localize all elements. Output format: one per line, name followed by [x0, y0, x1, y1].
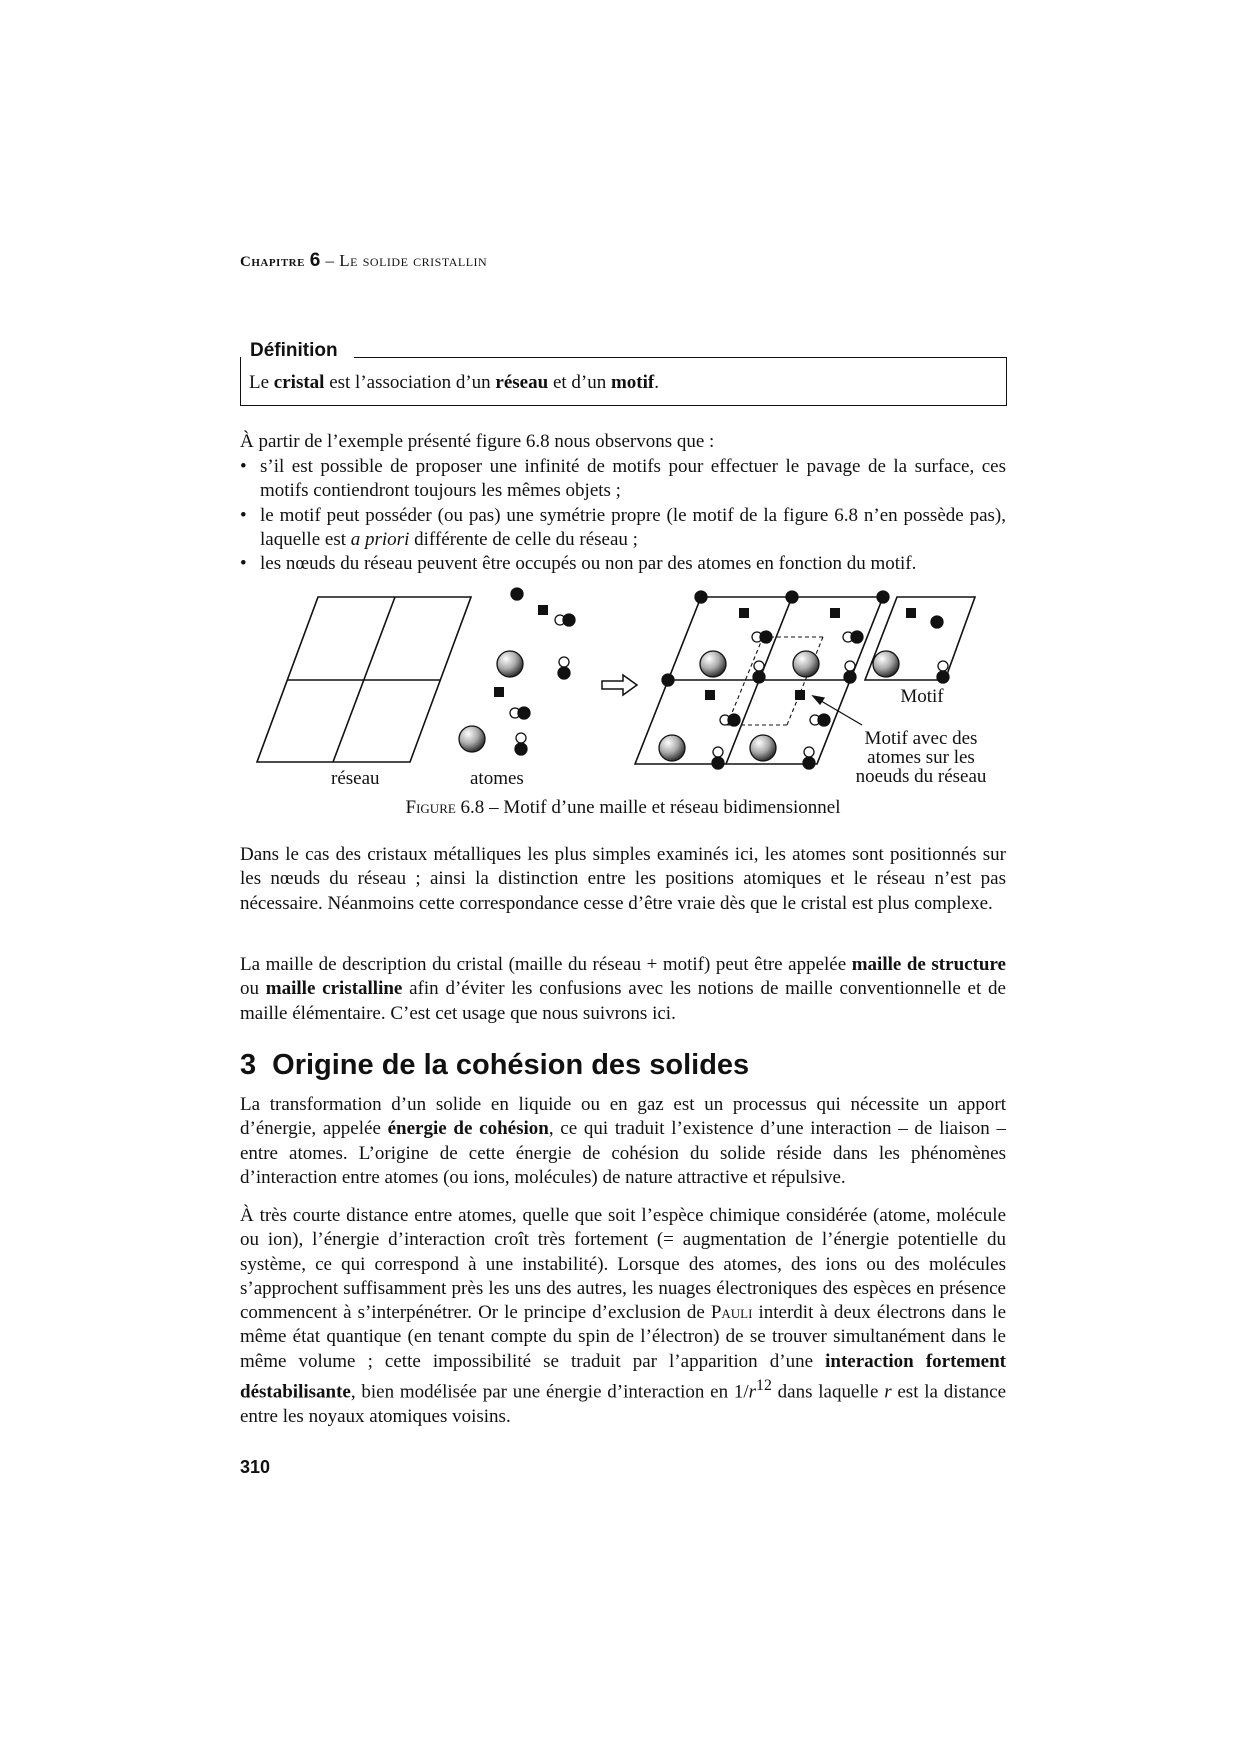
- running-header: [240, 250, 487, 272]
- list-item: [240, 504, 1006, 553]
- atoms-set: [459, 588, 575, 755]
- text-run: , bien modélisée par une énergie d’interaction en 1/: [350, 1381, 749, 1403]
- bullet-dot: •: [240, 553, 247, 575]
- label-motif-nodes-2: atomes sur les: [867, 747, 975, 768]
- bullet-text: différente de celle du réseau ;: [409, 528, 638, 550]
- atom-black: [515, 743, 527, 755]
- atom-sphere: [497, 651, 523, 677]
- caption-prefix: Figure 6.8: [405, 797, 485, 818]
- paragraph-text: [240, 1093, 1006, 1190]
- math-r: r: [748, 1381, 757, 1403]
- def-part: est l’association d’un: [324, 372, 496, 393]
- math-exponent: 12: [756, 1377, 772, 1395]
- definition-title: Définition: [250, 340, 338, 361]
- bullet-text: s’il est possible de proposer une infinité de motifs pour effectuer le pavage de la surface, ces motifs contiendront toujours les mêmes objets ;: [260, 456, 1006, 502]
- atom-sphere: [459, 726, 485, 752]
- chapter-title: Le solide cristallin: [339, 251, 488, 270]
- def-term-reseau: réseau: [495, 372, 549, 393]
- intro-text: [240, 430, 1006, 454]
- text-run: La transformation d’un solide en liquide ou en gaz est un processus qui nécessite un apport d’énergie, appelée: [240, 1094, 1006, 1140]
- header-separator: –: [325, 251, 335, 270]
- chapter-number: 6: [309, 250, 321, 271]
- label-motif-nodes-1: Motif avec des: [864, 728, 978, 749]
- name-pauli: Pauli: [710, 1302, 753, 1324]
- bullet-text: le motif peut posséder (ou pas) une symétrie propre (le motif de la figure 6.8 n’en possède pas), laquelle est: [260, 504, 1006, 550]
- list-item: [240, 455, 1006, 504]
- paragraph-3: [240, 1093, 1006, 1190]
- paragraph-1: [240, 843, 1006, 916]
- section-title: Origine de la cohésion des solides: [272, 1049, 750, 1081]
- def-term-motif: motif: [610, 372, 655, 393]
- bold-term: maille cristalline: [265, 978, 403, 1000]
- bullet-dot: •: [240, 456, 247, 477]
- intro-line: À partir de l’exemple présenté figure 6.8 nous observons que :: [240, 431, 715, 452]
- label-reseau: réseau: [331, 768, 380, 789]
- atom-black: [558, 667, 570, 679]
- figure-caption: [240, 797, 1006, 819]
- paragraph-text: Dans le cas des cristaux métalliques les plus simples examinés ici, les atomes sont positionnés sur les nœuds du réseau ; ainsi la distinction entre les positions atomiques et le réseau n’est pas nécessaire. Néanmoins cette correspondance cesse d’être vraie dès que le cristal est plus complexe.: [240, 844, 1006, 914]
- atom-white: [559, 657, 569, 667]
- caption-text: – Motif d’une maille et réseau bidimensionnel: [484, 797, 841, 818]
- chapter-word: Chapitre: [240, 254, 305, 270]
- paragraph-text: [240, 953, 1006, 1026]
- text-run: La maille de description du cristal (maille du réseau + motif) peut être appelée: [240, 954, 852, 975]
- section-heading: [240, 1049, 749, 1082]
- paragraph-text: [240, 1204, 1006, 1429]
- label-motif-nodes-3: noeuds du réseau: [855, 766, 987, 787]
- bold-term: interaction fortement déstabilisante: [240, 1350, 1006, 1403]
- text-run: est la distance entre les noyaux atomiques voisins.: [240, 1381, 1007, 1427]
- text-run: afin d’éviter les confusions avec les notions de maille conventionnelle et de maille élémentaire. C’est cet usage que nous suivrons ici.: [240, 978, 1006, 1024]
- atom-white: [516, 733, 526, 743]
- atom-black: [563, 614, 575, 626]
- label-atomes: atomes: [470, 768, 524, 789]
- bullet-list: [240, 455, 1006, 576]
- atom-black: [518, 707, 530, 719]
- bold-term: énergie de cohésion: [387, 1118, 549, 1140]
- text-run: À très courte distance entre atomes, quelle que soit l’espèce chimique considérée (atome, molécule ou ion), l’énergie d’interaction croît très fortement (= augmentation de l’énergie potentielle du système, ce qui correspond à une instabilité). Lorsque des atomes, des ions ou des molécules s’approchent suffisamment près les uns des autres, les nuages électroniques des espèces en présence commencent à s’interpénétrer. Or le principe d’exclusion de: [240, 1205, 1006, 1324]
- atom-black: [511, 588, 523, 600]
- page-number: 310: [240, 1457, 271, 1477]
- lattice-diagram: [257, 597, 471, 762]
- motif-atoms: [873, 608, 949, 683]
- bullet-dot: •: [240, 504, 247, 526]
- text-run: ou: [240, 978, 266, 1000]
- definition-text: [249, 372, 659, 394]
- list-item: [240, 552, 1006, 576]
- def-part: et d’un: [548, 372, 611, 393]
- bold-term: maille de structure: [851, 954, 1006, 975]
- math-r: r: [884, 1381, 892, 1403]
- bullet-text: les nœuds du réseau peuvent être occupés ou non par des atomes en fonction du motif.: [260, 553, 917, 575]
- section-number: 3: [240, 1049, 257, 1081]
- arrow-icon: [602, 675, 637, 695]
- label-motif: Motif: [900, 686, 944, 707]
- text-run: interdit à deux électrons dans le même état quantique (en tenant compte du spin de l’électron) de se trouver simultanément dans le même volume ; cette impossibilité se traduit par l’apparition d’une: [240, 1302, 1006, 1372]
- paragraph-4: [240, 1204, 1006, 1429]
- bullet-italic: a priori: [350, 528, 410, 550]
- def-part: Le: [249, 372, 274, 393]
- text-run: , ce qui traduit l’existence d’une interaction – de liaison – entre atomes. L’origine de cette énergie de cohésion du solide réside dans les phénomènes d’interaction entre atomes (ou ions, molécules) de nature attractive et répulsive.: [240, 1118, 1006, 1188]
- atom-square: [538, 605, 548, 615]
- def-part: .: [654, 372, 659, 393]
- def-term-cristal: cristal: [273, 372, 325, 393]
- text-run: dans laquelle: [771, 1381, 885, 1403]
- atom-square: [494, 687, 504, 697]
- paragraph-2: [240, 953, 1006, 1026]
- figure-6-8: [240, 580, 1010, 795]
